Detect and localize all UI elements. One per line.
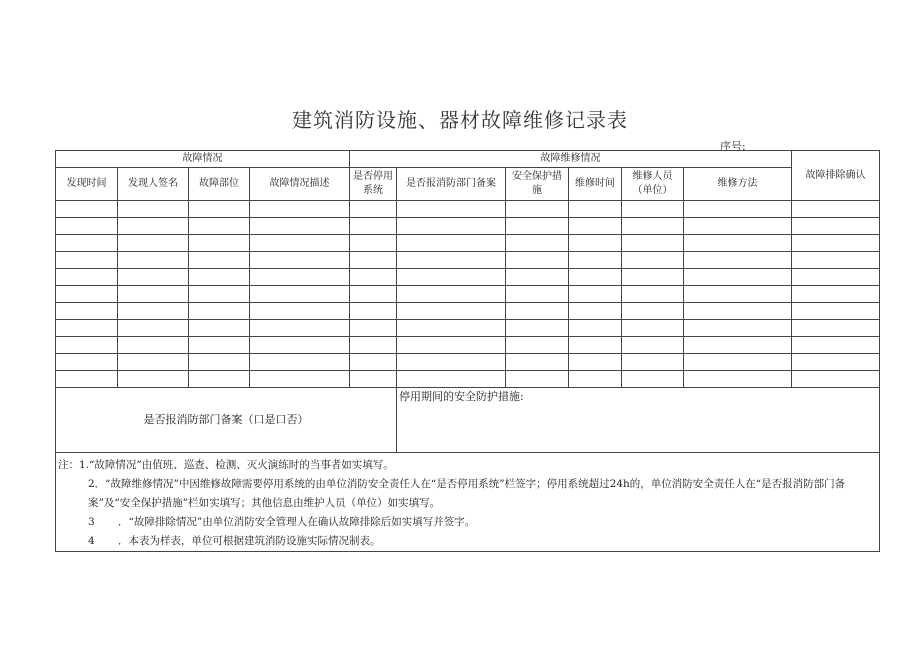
header-finder-signature: 发现人签名: [118, 168, 189, 201]
table-cell[interactable]: [350, 286, 397, 303]
table-cell[interactable]: [189, 337, 250, 354]
table-cell[interactable]: [622, 201, 684, 218]
table-cell[interactable]: [250, 201, 350, 218]
table-cell[interactable]: [622, 320, 684, 337]
table-cell[interactable]: [56, 337, 118, 354]
table-cell[interactable]: [250, 269, 350, 286]
filing-checkbox-label: 是否报消防部门备案（口是口否）: [56, 388, 397, 453]
note-3-number: 3: [88, 516, 95, 528]
table-cell[interactable]: [684, 286, 792, 303]
table-cell[interactable]: [569, 337, 622, 354]
header-reported-to-fire-dept: 是否报消防部门备案: [397, 168, 506, 201]
table-cell[interactable]: [189, 354, 250, 371]
table-cell[interactable]: [569, 252, 622, 269]
table-cell[interactable]: [792, 201, 880, 218]
table-cell[interactable]: [56, 286, 118, 303]
table-cell[interactable]: [250, 371, 350, 388]
form-title: 建筑消防设施、器材故障维修记录表: [292, 108, 628, 132]
header-repair-method: 维修方法: [684, 168, 792, 201]
table-cell[interactable]: [350, 218, 397, 235]
table-cell[interactable]: [189, 252, 250, 269]
note-2: 2．“故障维修情况”中因维修故障需要停用系统的由单位消防安全责任人在“是否停用系统”栏签字；停用系统超过24h的，单位消防安全责任人在“是否报消防部门备案”及“安全保护措施”栏如实填写；其他信息由维护人员（单位）如实填写。: [88, 478, 846, 509]
table-cell[interactable]: [569, 371, 622, 388]
table-row: [56, 286, 880, 303]
table-cell[interactable]: [56, 269, 118, 286]
header-found-time: 发现时间: [56, 168, 118, 201]
table-cell[interactable]: [350, 303, 397, 320]
table-cell[interactable]: [506, 218, 569, 235]
table-cell[interactable]: [397, 320, 506, 337]
table-cell[interactable]: [569, 269, 622, 286]
header-safety-measures: 安全保护措施: [506, 168, 569, 201]
table-cell[interactable]: [350, 371, 397, 388]
table-cell[interactable]: [622, 354, 684, 371]
note-3-text: ．“故障排除情况”由单位消防安全管理人在确认故障排除后如实填写并签字。: [118, 516, 476, 528]
table-cell[interactable]: [792, 252, 880, 269]
table-cell[interactable]: [569, 201, 622, 218]
serial-number-label: 序号:: [720, 140, 746, 153]
table-cell[interactable]: [350, 201, 397, 218]
table-cell[interactable]: [506, 303, 569, 320]
table-cell[interactable]: [56, 354, 118, 371]
table-cell[interactable]: [350, 269, 397, 286]
table-cell[interactable]: [684, 252, 792, 269]
table-cell[interactable]: [350, 320, 397, 337]
table-cell[interactable]: [506, 201, 569, 218]
table-cell[interactable]: [506, 235, 569, 252]
table-cell[interactable]: [118, 269, 189, 286]
note-4: [58, 532, 877, 551]
header-repair-time: 维修时间: [569, 168, 622, 201]
table-cell[interactable]: [792, 303, 880, 320]
table-row: [56, 371, 880, 388]
table-cell[interactable]: [250, 303, 350, 320]
table-cell[interactable]: [569, 320, 622, 337]
table-cell[interactable]: [189, 371, 250, 388]
table-cell[interactable]: [684, 218, 792, 235]
table-cell[interactable]: [56, 252, 118, 269]
table-cell[interactable]: [250, 235, 350, 252]
table-cell[interactable]: [506, 252, 569, 269]
table-cell[interactable]: [622, 269, 684, 286]
table-row: [56, 235, 880, 252]
table-cell[interactable]: [684, 235, 792, 252]
table-cell[interactable]: [397, 337, 506, 354]
table-cell[interactable]: [792, 218, 880, 235]
table-cell[interactable]: [684, 201, 792, 218]
table-cell[interactable]: [397, 252, 506, 269]
table-cell[interactable]: [684, 320, 792, 337]
group-header-fault-status: 故障情况: [56, 151, 350, 168]
header-fault-clear-confirm: 故障排除确认: [792, 151, 880, 201]
table-cell[interactable]: [792, 269, 880, 286]
table-cell[interactable]: [118, 201, 189, 218]
table-row: [56, 218, 880, 235]
table-cell[interactable]: [622, 337, 684, 354]
note-4-text: ．本表为样表，单位可根据建筑消防设施实际情况制表。: [118, 535, 381, 547]
table-cell[interactable]: [397, 354, 506, 371]
table-cell[interactable]: [397, 235, 506, 252]
table-cell[interactable]: [506, 320, 569, 337]
table-row: [56, 252, 880, 269]
header-fault-location: 故障部位: [189, 168, 250, 201]
table-cell[interactable]: [792, 337, 880, 354]
table-cell[interactable]: [622, 371, 684, 388]
table-cell[interactable]: [622, 252, 684, 269]
table-cell[interactable]: [506, 354, 569, 371]
table-cell[interactable]: [56, 371, 118, 388]
table-cell[interactable]: [118, 303, 189, 320]
table-cell[interactable]: [56, 218, 118, 235]
table-row: [56, 320, 880, 337]
note-1: 注：1.“故障情况”由值班、巡查、检测、灭火演练时的当事者如实填写。: [58, 459, 394, 471]
header-repair-personnel: 维修人员（单位）: [622, 168, 684, 201]
table-cell[interactable]: [189, 235, 250, 252]
table-cell[interactable]: [250, 286, 350, 303]
table-cell[interactable]: [684, 337, 792, 354]
table-cell[interactable]: [189, 201, 250, 218]
table-cell[interactable]: [397, 371, 506, 388]
table-cell[interactable]: [569, 235, 622, 252]
table-cell[interactable]: [792, 320, 880, 337]
table-cell[interactable]: [118, 286, 189, 303]
note-4-number: 4: [88, 535, 95, 547]
table-cell[interactable]: [684, 354, 792, 371]
table-cell[interactable]: [569, 218, 622, 235]
table-cell[interactable]: [397, 286, 506, 303]
notes-cell: [56, 453, 880, 552]
table-cell[interactable]: [118, 320, 189, 337]
table-cell[interactable]: [118, 218, 189, 235]
table-row: [56, 201, 880, 218]
table-cell[interactable]: [506, 286, 569, 303]
table-cell[interactable]: [569, 303, 622, 320]
table-cell[interactable]: [792, 235, 880, 252]
table-cell[interactable]: [506, 337, 569, 354]
table-cell[interactable]: [569, 354, 622, 371]
table-cell[interactable]: [250, 337, 350, 354]
table-cell[interactable]: [397, 303, 506, 320]
table-cell[interactable]: [189, 286, 250, 303]
table-cell[interactable]: [622, 218, 684, 235]
table-cell[interactable]: [397, 201, 506, 218]
table-cell[interactable]: [56, 201, 118, 218]
repair-record-table: [55, 150, 880, 552]
note-3: [58, 513, 877, 532]
table-cell[interactable]: [792, 286, 880, 303]
table-cell[interactable]: [397, 269, 506, 286]
table-cell[interactable]: [56, 320, 118, 337]
table-cell[interactable]: [56, 235, 118, 252]
table-cell[interactable]: [118, 337, 189, 354]
table-row: [56, 354, 880, 371]
table-cell[interactable]: [250, 252, 350, 269]
table-cell[interactable]: [250, 354, 350, 371]
header-system-disabled: 是否停用系统: [350, 168, 397, 201]
table-cell[interactable]: [118, 235, 189, 252]
header-fault-description: 故障情况描述: [250, 168, 350, 201]
group-header-repair-status: 故障维修情况: [350, 151, 792, 168]
table-cell[interactable]: [189, 320, 250, 337]
table-row: [56, 269, 880, 286]
table-cell[interactable]: [569, 286, 622, 303]
table-cell[interactable]: [684, 269, 792, 286]
table-cell[interactable]: [56, 303, 118, 320]
table-cell[interactable]: [118, 371, 189, 388]
table-cell[interactable]: [350, 252, 397, 269]
table-cell[interactable]: [684, 371, 792, 388]
shutdown-safety-measures-label: 停用期间的安全防护措施:: [397, 388, 880, 453]
data-rows: [56, 201, 880, 388]
table-cell[interactable]: [250, 320, 350, 337]
table-cell[interactable]: [350, 337, 397, 354]
table-cell[interactable]: [684, 303, 792, 320]
table-row: [56, 303, 880, 320]
table-cell[interactable]: [622, 286, 684, 303]
table-cell[interactable]: [506, 371, 569, 388]
table-cell[interactable]: [622, 303, 684, 320]
table-cell[interactable]: [189, 218, 250, 235]
table-cell[interactable]: [350, 354, 397, 371]
table-cell[interactable]: [350, 235, 397, 252]
table-cell[interactable]: [189, 269, 250, 286]
table-cell[interactable]: [792, 371, 880, 388]
table-cell[interactable]: [118, 354, 189, 371]
table-cell[interactable]: [189, 303, 250, 320]
table-cell[interactable]: [792, 354, 880, 371]
table-cell[interactable]: [250, 218, 350, 235]
table-cell[interactable]: [506, 269, 569, 286]
table-row: [56, 337, 880, 354]
table-cell[interactable]: [397, 218, 506, 235]
table-cell[interactable]: [118, 252, 189, 269]
table-cell[interactable]: [622, 235, 684, 252]
